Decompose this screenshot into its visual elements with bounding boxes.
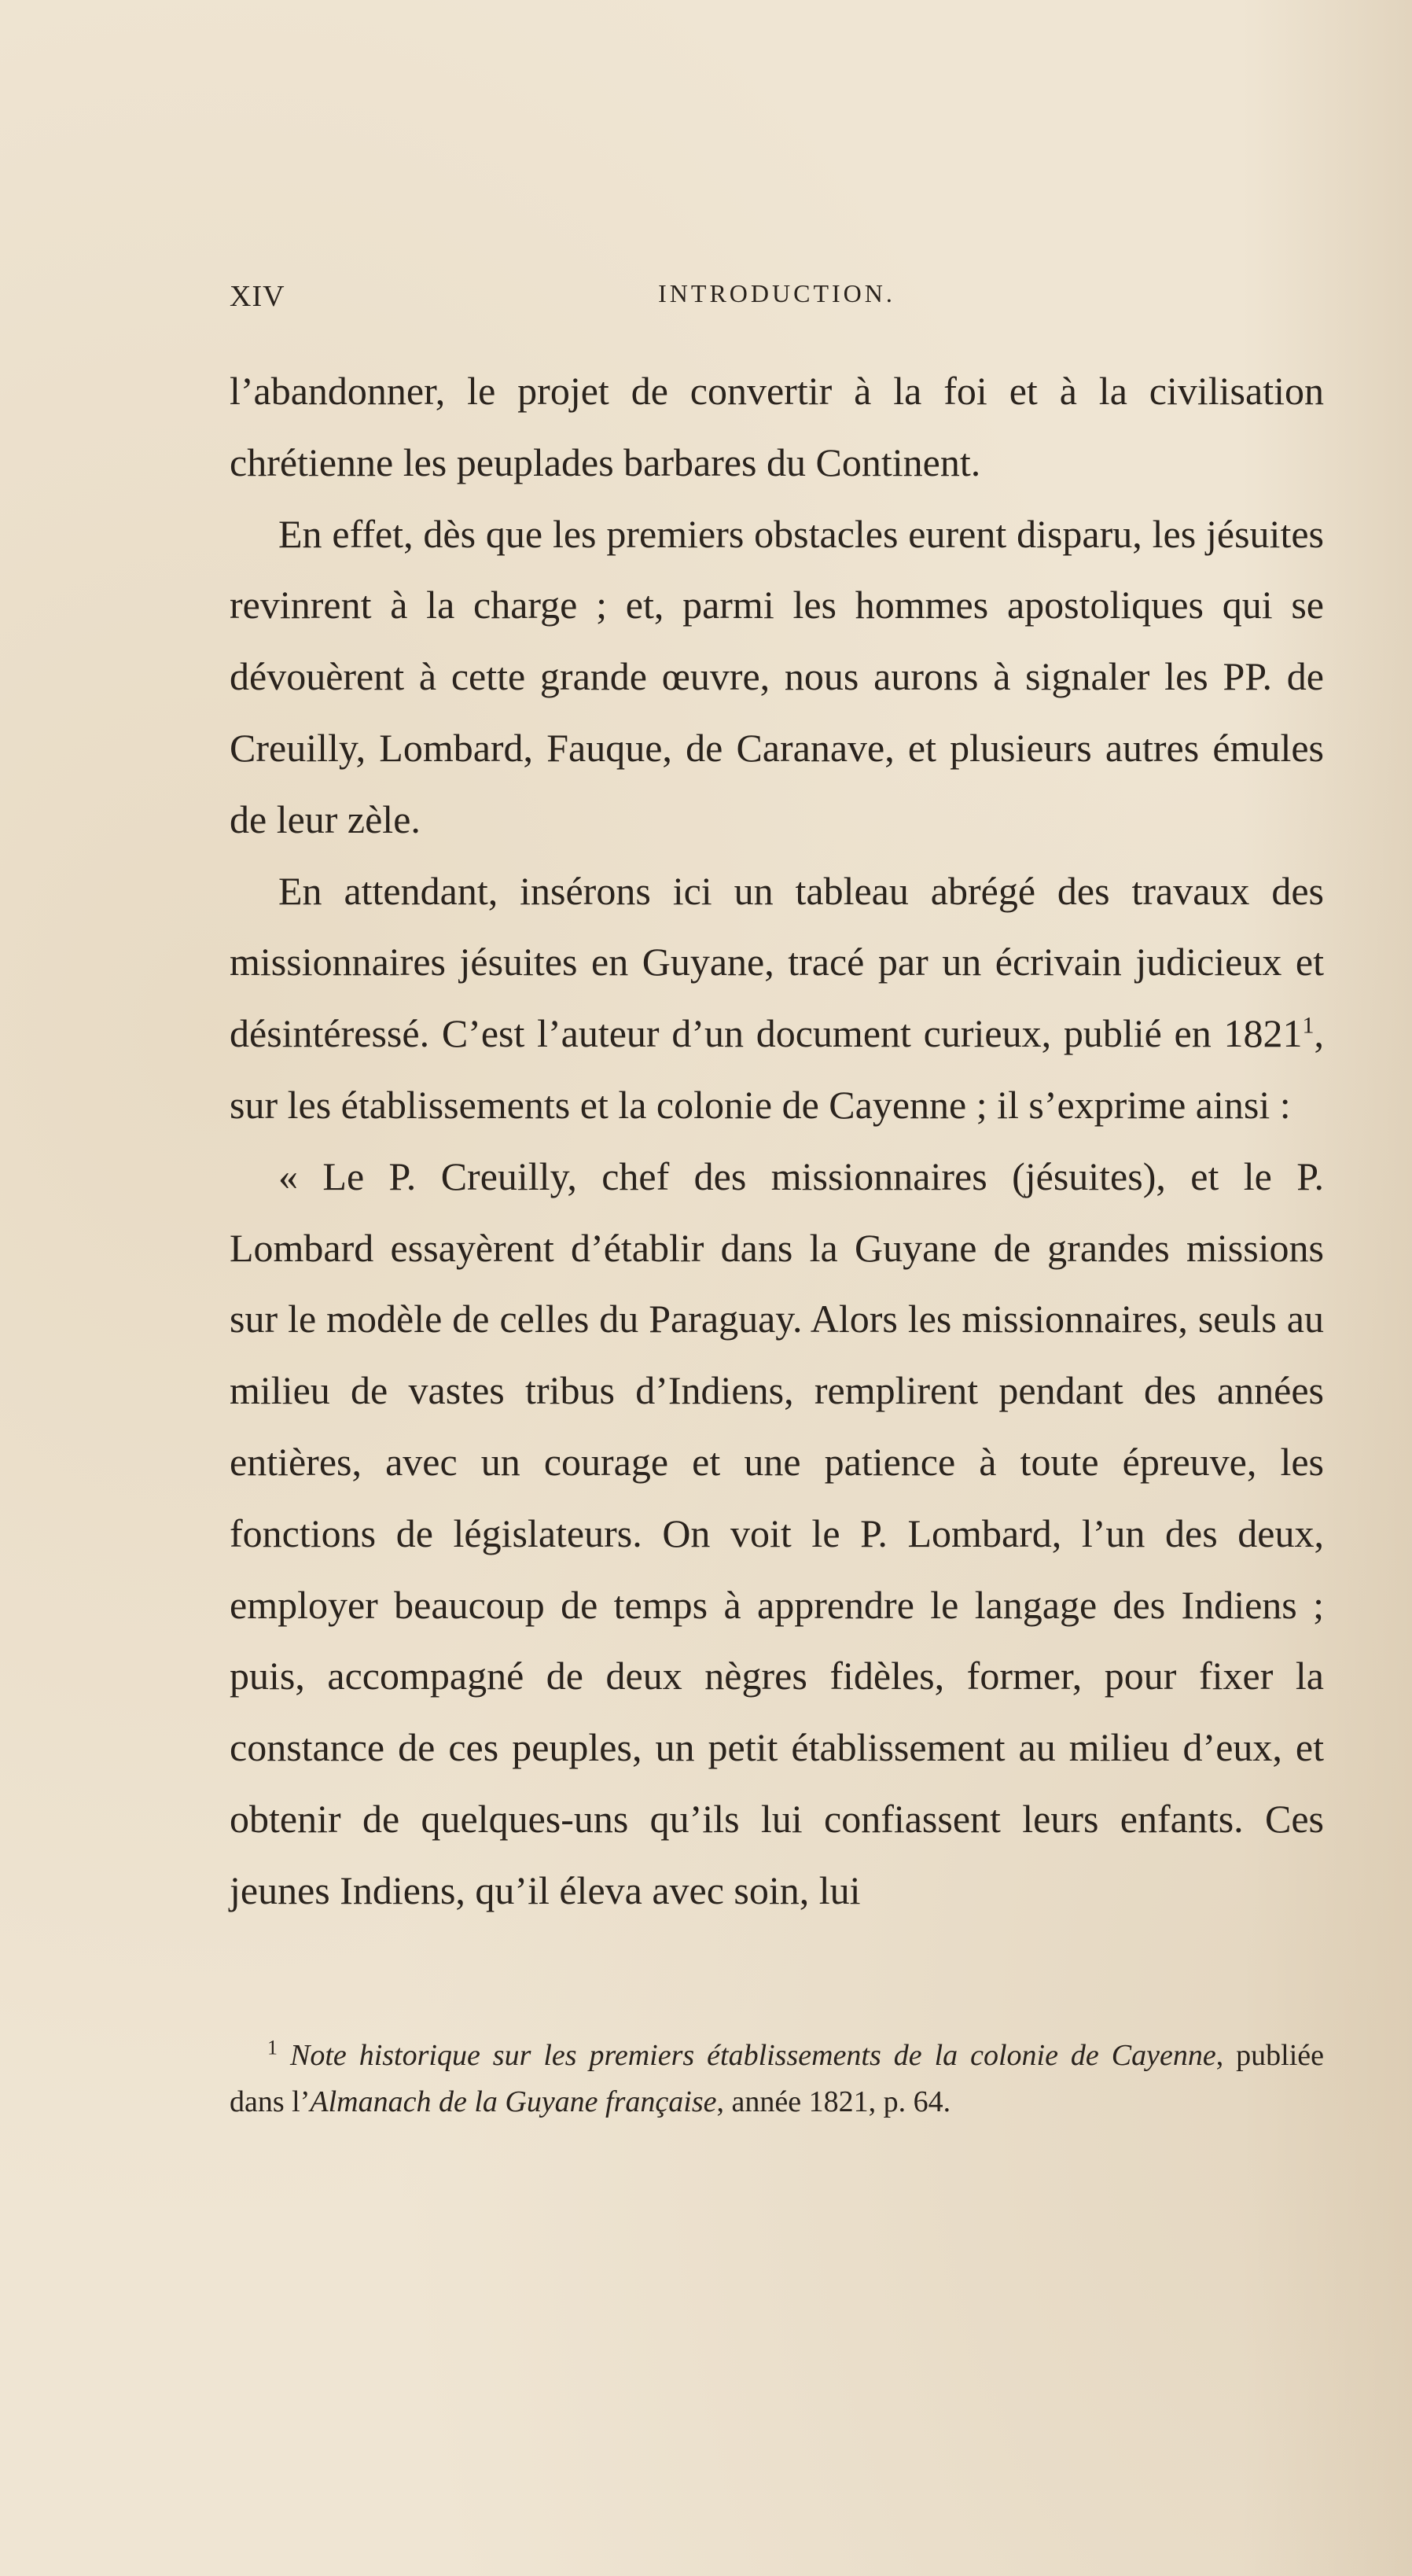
footnote-source: Almanach de la Guyane française <box>310 2085 717 2118</box>
body-text <box>230 355 1324 1926</box>
paragraph-quotation: « Le P. Creuilly, chef des missionnaires (jésuites), et le P. Lombard essayèrent d’établir dans la Guyane de grandes missions sur le modèle de celles du Paraguay. Alors les missionnaires, seuls au milieu de vastes tribus d’Indiens, remplirent pendant des années entières, avec un courage et une patience à toute épreuve, les fonctions de législateurs. On voit le P. Lombard, l’un des deux, employer beaucoup de temps à apprendre le langage des Indiens ; puis, accompagné de deux nègres fidèles, former, pour fixer la constance de ces peuples, un petit établissement au milieu d’eux, et obtenir de quelques-uns qu’ils lui confiassent leurs enfants. Ces jeunes Indiens, qu’il éleva avec soin, lui <box>230 1154 1324 1912</box>
paragraph-tableau <box>230 856 1324 1141</box>
page-number: XIV <box>230 280 285 313</box>
footnote <box>230 2033 1324 2125</box>
footnote-text <box>230 2033 1324 2125</box>
paragraph-continuation: l’abandonner, le projet de convertir à la foi et à la civilisation chrétienne les peuplades barbares du Continent. <box>230 369 1324 484</box>
paragraph-jesuits-return: En effet, dès que les premiers obstacles eurent disparu, les jésuites revinrent à la charge ; et, parmi les hommes apostoliques qui se dévouèrent à cette grande œuvre, nous aurons à signaler les PP. de Creuilly, Lombard, Fauque, de Caranave, et plusieurs autres émules de leur zèle. <box>230 511 1324 841</box>
footnote-end: , année 1821, p. 64. <box>716 2085 951 2118</box>
footnote-title: Note historique sur les premiers établissements de la colonie de Cayenne <box>289 2039 1216 2072</box>
running-head: INTRODUCTION. <box>658 279 895 307</box>
paragraph-tableau-after: , sur les établissements et la colonie de Cayenne ; il s’exprime ainsi : <box>230 1011 1324 1127</box>
footnote-mark: 1 <box>267 2036 278 2059</box>
page-header <box>230 279 1324 326</box>
footnote-reference: 1 <box>1302 1012 1315 1039</box>
footnote-middle: , publiée dans l’ <box>230 2039 1324 2118</box>
paragraph-tableau-before: En attendant, insérons ici un tableau abrégé des travaux des missionnaires jésuites en Guyane, tracé par un écrivain judicieux et désintéressé. C’est l’auteur d’un document curieux, publié en 1821 <box>230 868 1324 1056</box>
